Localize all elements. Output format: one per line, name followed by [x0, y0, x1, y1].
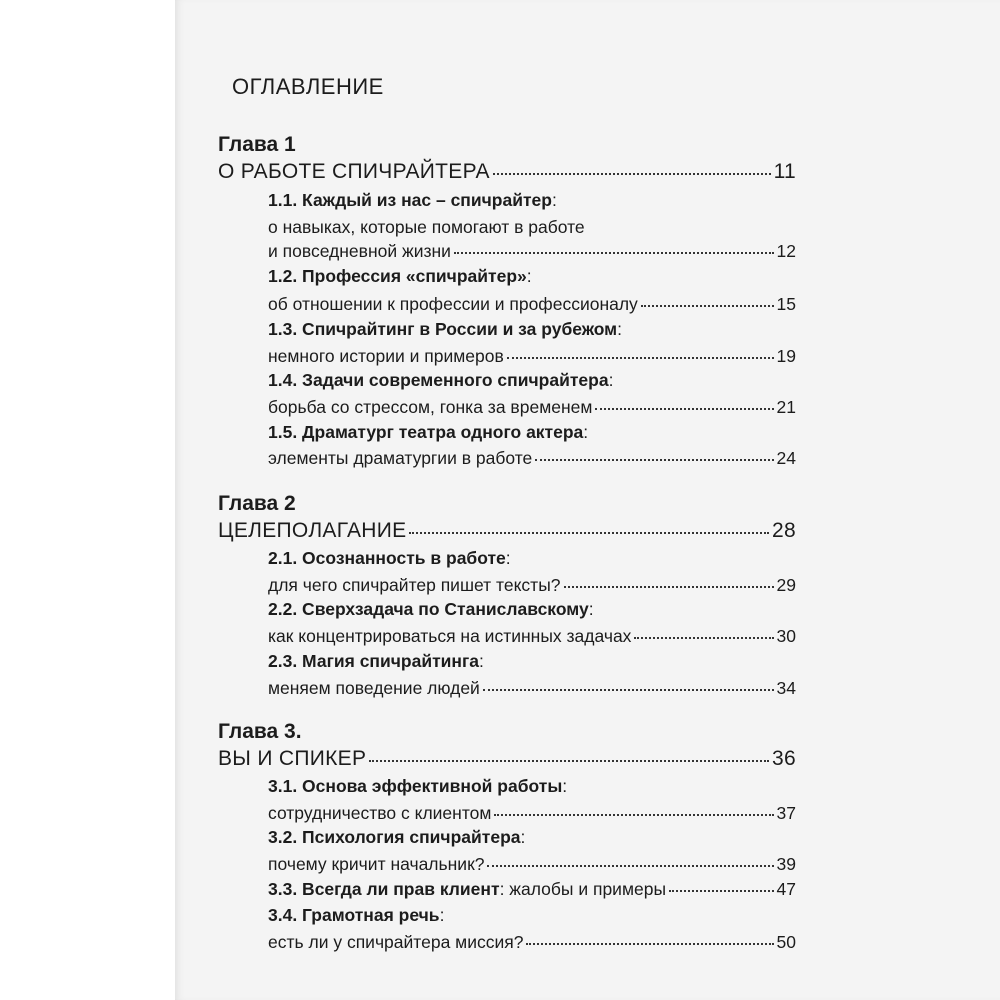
page-number: 30 [776, 626, 796, 646]
section-title: 1.5. Драматург театра одного актера [268, 422, 584, 442]
page-number: 21 [776, 397, 796, 417]
section-subtitle: меняем поведение людей [268, 678, 480, 698]
section-3-4-entry[interactable] [268, 932, 796, 953]
page-number: 15 [776, 294, 796, 314]
section-title: 3.3. Всегда ли прав клиент [268, 879, 500, 899]
toc-heading: ОГЛАВЛЕНИЕ [232, 74, 384, 99]
section-subtitle: борьба со стрессом, гонка за временем [268, 397, 593, 417]
section-1-3-entry[interactable] [268, 346, 796, 367]
chapter-2-label: Глава 2 [218, 492, 296, 515]
chapter-3-title: ВЫ И СПИКЕР [218, 747, 367, 770]
section-1-1-heading[interactable]: 1.1. Каждый из нас – спичрайтер: [268, 190, 557, 210]
chapter-2-entry[interactable] [218, 519, 796, 543]
section-2-2-entry[interactable] [268, 626, 796, 647]
dot-leader [669, 890, 774, 892]
dot-leader [595, 408, 773, 410]
section-title-with-subtitle [268, 879, 666, 900]
section-subtitle: и повседневной жизни [268, 241, 451, 261]
dot-leader [454, 252, 774, 254]
dot-leader [494, 814, 773, 816]
section-title: 3.1. Основа эффективной работы [268, 776, 563, 796]
page-number: 47 [776, 879, 796, 899]
section-3-2-heading[interactable]: 3.2. Психология спичрайтера: [268, 827, 526, 847]
page-number: 11 [773, 160, 796, 183]
section-subtitle: сотрудничество с клиентом [268, 803, 492, 823]
dot-leader [535, 459, 773, 461]
section-subtitle: почему кричит начальник? [268, 854, 485, 874]
section-subtitle: элементы драматургии в работе [268, 448, 533, 468]
section-subtitle: как концентрироваться на истинных задачах [268, 626, 632, 646]
section-2-2-heading[interactable]: 2.2. Сверхзадача по Станиславскому: [268, 599, 594, 619]
section-title: 2.2. Сверхзадача по Станиславскому [268, 599, 589, 619]
section-1-5-heading[interactable]: 1.5. Драматург театра одного актера: [268, 422, 589, 442]
section-1-1-entry[interactable] [268, 241, 796, 262]
section-1-1-subtitle: о навыках, которые помогают в работе [268, 217, 585, 237]
section-subtitle: об отношении к профессии и профессионалу [268, 294, 638, 314]
page-number: 12 [776, 241, 796, 261]
page-number: 29 [776, 575, 796, 595]
section-3-1-entry[interactable] [268, 803, 796, 824]
section-3-3-entry[interactable] [268, 879, 796, 900]
page-number: 37 [776, 803, 796, 823]
section-title: 3.4. Грамотная речь [268, 905, 440, 925]
section-1-4-heading[interactable]: 1.4. Задачи современного спичрайтера: [268, 370, 614, 390]
section-2-3-entry[interactable] [268, 678, 796, 699]
dot-leader [409, 532, 769, 534]
page-number: 34 [776, 678, 796, 698]
section-title: 1.1. Каждый из нас – спичрайтер [268, 190, 552, 210]
section-subtitle: : жалобы и примеры [499, 879, 667, 899]
section-1-5-entry[interactable] [268, 448, 796, 469]
section-3-2-entry[interactable] [268, 854, 796, 875]
section-1-4-entry[interactable] [268, 397, 796, 418]
page-number: 19 [776, 346, 796, 366]
dot-leader [507, 357, 774, 359]
section-2-1-heading[interactable]: 2.1. Осознанность в работе: [268, 548, 511, 568]
dot-leader [483, 689, 774, 691]
section-title: 1.3. Спичрайтинг в России и за рубежом [268, 319, 618, 339]
dot-leader [526, 943, 773, 945]
dot-leader [634, 637, 773, 639]
chapter-1-label: Глава 1 [218, 133, 296, 156]
chapter-3-label: Глава 3. [218, 720, 302, 743]
section-title: 2.1. Осознанность в работе [268, 548, 506, 568]
dot-leader [487, 865, 773, 867]
section-1-2-heading[interactable]: 1.2. Профессия «спичрайтер»: [268, 266, 532, 286]
dot-leader [564, 586, 774, 588]
dot-leader [369, 760, 769, 762]
chapter-3-entry[interactable] [218, 747, 796, 771]
section-title: 1.4. Задачи современного спичрайтера [268, 370, 609, 390]
section-title: 3.2. Психология спичрайтера [268, 827, 521, 847]
section-1-3-heading[interactable]: 1.3. Спичрайтинг в России и за рубежом: [268, 319, 623, 339]
section-3-1-heading[interactable]: 3.1. Основа эффективной работы: [268, 776, 568, 796]
chapter-2-title: ЦЕЛЕПОЛАГАНИЕ [218, 519, 407, 542]
chapter-1-title: О РАБОТЕ СПИЧРАЙТЕРА [218, 160, 490, 183]
section-3-4-heading[interactable]: 3.4. Грамотная речь: [268, 905, 445, 925]
section-title: 2.3. Магия спичрайтинга [268, 651, 480, 671]
section-2-1-entry[interactable] [268, 575, 796, 596]
page-number: 50 [776, 932, 796, 952]
section-2-3-heading[interactable]: 2.3. Магия спичрайтинга: [268, 651, 484, 671]
section-title: 1.2. Профессия «спичрайтер» [268, 266, 527, 286]
section-1-2-entry[interactable] [268, 294, 796, 315]
page-number: 28 [772, 519, 796, 542]
dot-leader [493, 173, 771, 175]
section-subtitle: немного истории и примеров [268, 346, 504, 366]
section-subtitle: для чего спичрайтер пишет тексты? [268, 575, 561, 595]
section-subtitle: есть ли у спичрайтера миссия? [268, 932, 524, 952]
page-number: 39 [776, 854, 796, 874]
book-page [175, 0, 1000, 1000]
page-number: 36 [772, 747, 796, 770]
dot-leader [641, 305, 774, 307]
chapter-1-entry[interactable] [218, 160, 796, 184]
page-number: 24 [776, 448, 796, 468]
